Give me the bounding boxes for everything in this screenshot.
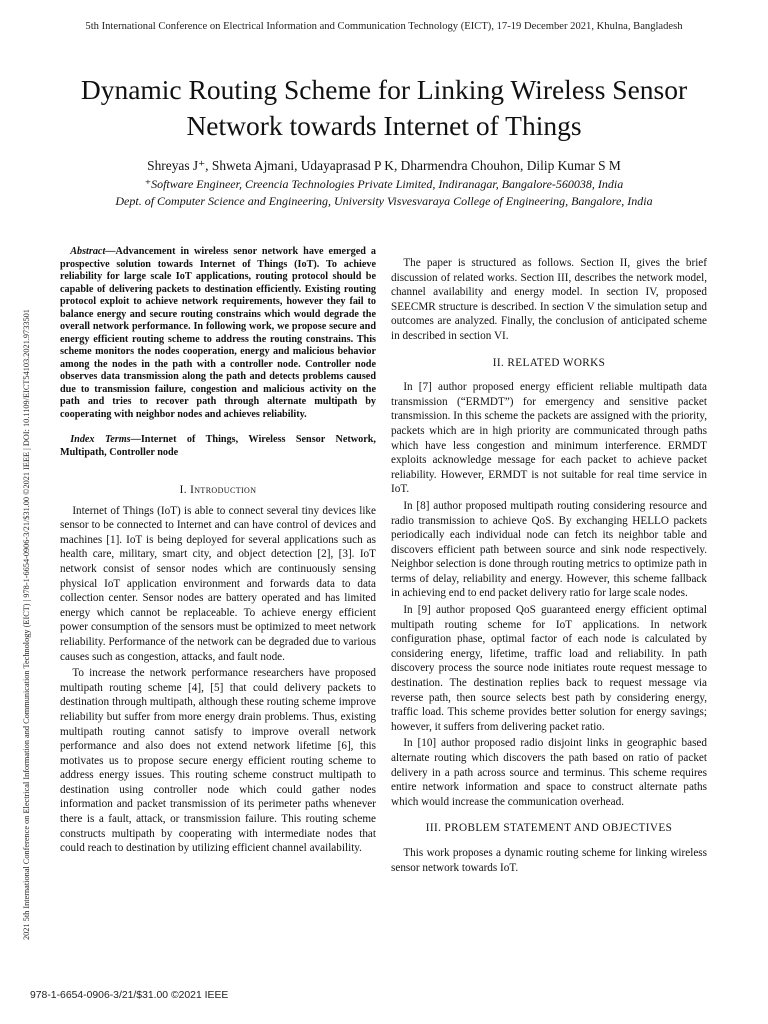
section-heading-introduction	[60, 483, 376, 498]
doi-side-stamp-text: 2021 5th International Conference on Electrical Information and Communication Technology (EICT) | 978-1-6654-0906-3/21/$31.00 ©2021 IEEE | DOI: 10.1109/EICT54103.2021.9733501	[22, 309, 31, 940]
right-column	[391, 256, 707, 877]
section-title: Introduction	[190, 484, 257, 496]
affiliation-1: ⁺Software Engineer, Creencia Technologies Private Limited, Indiranagar, Bangalore-560038, India	[144, 177, 624, 191]
paragraph: The paper is structured as follows. Section II, gives the brief discussion of related works. Section III, describes the network model, channel availability and energy model. In section IV, proposed SEECMR structure is described. In section V the simulation setup and outcomes are analyzed. Finally, the conclusion of anticipated scheme in described in section VI.	[391, 257, 707, 342]
section-heading-problem-statement: III. PROBLEM STATEMENT AND OBJECTIVES	[425, 822, 673, 835]
paragraph: To increase the network performance researchers have proposed multipath routing scheme [4], [5] that could delivery packets to destination through multipath, although these routing scheme improve reliability but suffer from more energy drain problems. Thus, existing multipath routing cannot satisfy to improve overall network performance and also does not extend network lifetime [6], this motivates us to propose secure energy efficient routing scheme to address energy issues. This routing scheme construct multipath to destination using controller node which could gather nodes information and packet transmission of its perimeter paths whenever there is a fault, attack, or transmission failure. This routing scheme constructs multipath by cooperating with intermediate nodes that could reach to destination by utilizing efficient channel availability.	[60, 667, 376, 855]
paper-title: Dynamic Routing Scheme for Linking Wireless Sensor Network towards Internet of Things	[80, 74, 688, 141]
section-heading-related-works: II. RELATED WORKS	[492, 356, 606, 369]
index-terms-label: Index Terms	[70, 434, 131, 445]
author-list: Shreyas J⁺, Shweta Ajmani, Udayaprasad P K, Dharmendra Chouhon, Dilip Kumar S M	[147, 158, 621, 173]
left-column	[60, 246, 376, 858]
abstract	[60, 246, 376, 421]
conference-header: 5th International Conference on Electrical Information and Communication Technology (EICT), 17-19 December 2021, Khulna, Bangladesh	[85, 21, 683, 32]
affiliation-2: Dept. of Computer Science and Engineering, University Visvesvaraya College of Engineering, Bangalore, India	[115, 194, 653, 208]
section-number: I.	[179, 484, 187, 496]
paragraph: In [7] author proposed energy efficient reliable multipath data transmission (“ERMDT”) for emergency and sensitive packet transmission. In this scheme the packets are assigned with the priority, packets which are in high priority are communicated through paths which have less congestion and minimum interference. ERMDT exploits acknowledge message for each packet to achieve packet reliability. However, ERMDT is not suitable for real time service in IoT.	[391, 381, 707, 496]
copyright-footer: 978-1-6654-0906-3/21/$31.00 ©2021 IEEE	[30, 990, 229, 1001]
paragraph: In [9] author proposed QoS guaranteed energy efficient optimal multipath routing scheme for IoT applications. In network configuration phase, optimal factor of each node is calculated by considering energy, lifetime, traffic load and reliability. In path discovery process the source node initiates route request message to destination. The destination replies back to request message via reverse path, then source selects best path by considering energy, traffic load. This scheme provides better solution for energy savings; however, it suffers from delivering packet ratio.	[391, 604, 707, 733]
paragraph: In [8] author proposed multipath routing considering resource and radio transmission to achieve QoS. By exchanging HELLO packets periodically each individual node can fetch its neighbor table and discovers efficient path between source and sink node respectively. Neighbor selection is done through routing metrics to optimize path in terms of delay, reliability and energy. However, this scheme fallback in achieving end to end packet delivery ratio for large scale nodes.	[391, 499, 707, 600]
paragraph: In [10] author proposed radio disjoint links in geographic based alternate routing which discovers the path based on ratio of packet delivery in a path across source and terminus. This scheme requires entire network information and space to construct alternate paths which would increase the communication overhead.	[391, 737, 707, 808]
index-terms	[60, 434, 376, 459]
abstract-text: —Advancement in wireless senor network have emerged a prospective solution towards Internet of Things (IoT). To achieve reliability for large scale IoT applications, routing protocol should be capable of delivering packets to destination efficiently. Existing routing protocol exploit to achieve network requirements, however they fail to balance energy and secure routing constrains which would degrade the overall network performance. In following work, we propose secure and energy efficient routing scheme to address the routing constrains. This scheme monitors the nodes cooperation, energy and malicious behavior among the nodes in the path with a controller node. Controller node observes data transmission along the path and detects problems caused due to transmission failure, congestion and malicious activity on the path and tries to recover path through alternate multipath by cooperating with neighbor nodes and achieves reliability.	[60, 246, 376, 420]
paragraph: This work proposes a dynamic routing scheme for linking wireless sensor network towards IoT.	[391, 846, 707, 874]
abstract-label: Abstract	[70, 246, 106, 257]
index-terms-text: —Internet of Things, Wireless Sensor Network, Multipath, Controller node	[60, 434, 376, 458]
doi-side-stamp	[5, 120, 45, 940]
paragraph: Internet of Things (IoT) is able to connect several tiny devices like sensor to be connected to Internet and can have control of devices and machines [1]. IoT is being deployed for several applications such as health care, military, smart city, and object detection [2], [3]. IoT network consist of sensor nodes which are continuously sensing physical IoT application environment and forwards data to data collection center. Sensor nodes are battery operated and has limited energy which cannot be replaceable. To achieve energy efficient power consumption of the sensors must be optimized to meet network reliability. Performance of the network can be degraded due to various causes such as congestion, attacks, and fault node.	[60, 504, 376, 663]
